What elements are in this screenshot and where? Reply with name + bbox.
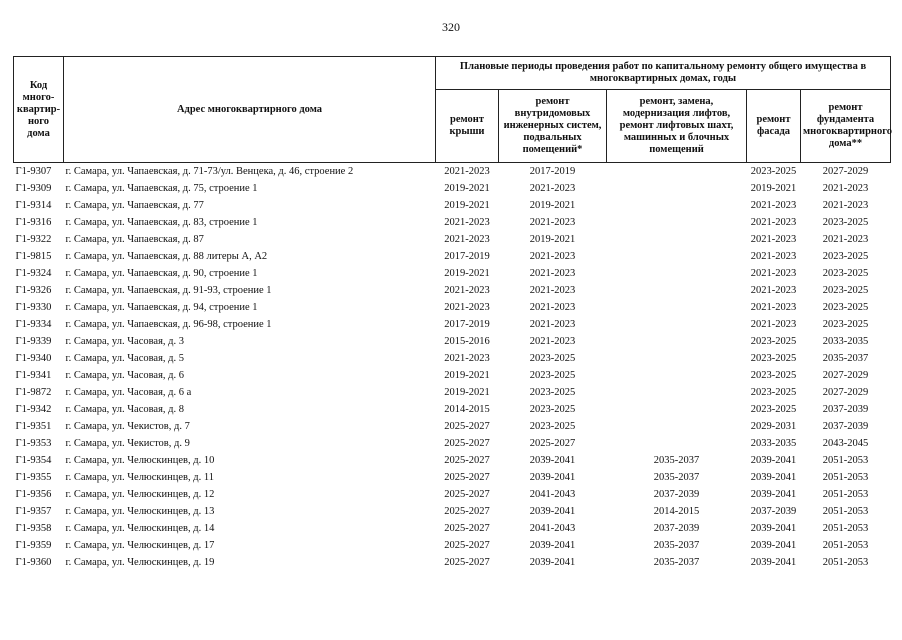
cell-address: г. Самара, ул. Челюскинцев, д. 19 <box>65 556 215 568</box>
table-row <box>14 214 891 231</box>
cell-address: г. Самара, ул. Чапаевская, д. 88 литеры А, А2 <box>65 250 268 262</box>
cell-systems: 2021-2023 <box>529 216 576 228</box>
cell-lifts <box>607 282 747 299</box>
table-row <box>14 469 891 486</box>
cell-address: г. Самара, ул. Чапаевская, д. 90, строение 1 <box>65 267 258 279</box>
cell-systems: 2039-2041 <box>529 539 576 551</box>
cell-systems: 2021-2023 <box>529 318 576 330</box>
cell-facade: 2021-2023 <box>750 199 797 211</box>
cell-address: г. Самара, ул. Чапаевская, д. 94, строение 1 <box>65 301 258 313</box>
cell-facade: 2023-2025 <box>750 165 797 177</box>
cell-foundation: 2035-2037 <box>822 352 869 364</box>
cell-foundation: 2027-2029 <box>822 165 869 177</box>
cell-lifts: 2037-2039 <box>653 488 700 500</box>
cell-address: г. Самара, ул. Челюскинцев, д. 12 <box>65 488 215 500</box>
cell-roof: 2025-2027 <box>444 505 490 517</box>
cell-code: Г1-9341 <box>15 369 52 381</box>
cell-lifts <box>607 180 747 197</box>
cell-facade: 2023-2025 <box>750 352 797 364</box>
cell-address: г. Самара, ул. Челюскинцев, д. 14 <box>65 522 215 534</box>
cell-address: г. Самара, ул. Часовая, д. 8 <box>65 403 185 415</box>
cell-roof: 2021-2023 <box>444 352 490 364</box>
table-row <box>14 401 891 418</box>
cell-code: Г1-9340 <box>15 352 52 364</box>
cell-lifts <box>607 248 747 265</box>
header-systems: ремонт внутридомовых инженерных систем, подвальных помещений* <box>499 90 607 163</box>
cell-roof: 2019-2021 <box>444 267 490 279</box>
cell-facade: 2021-2023 <box>750 233 797 245</box>
cell-code: Г1-9357 <box>15 505 52 517</box>
header-code: Код много-квартир-ного дома <box>14 57 64 163</box>
header-lifts: ремонт, замена, модернизация лифтов, ремонт лифтовых шахт, машинных и блочных помещений <box>607 90 747 163</box>
cell-roof: 2019-2021 <box>444 199 490 211</box>
cell-roof: 2025-2027 <box>444 437 490 449</box>
cell-address: г. Самара, ул. Часовая, д. 3 <box>65 335 185 347</box>
cell-address: г. Самара, ул. Челюскинцев, д. 13 <box>65 505 215 517</box>
cell-systems: 2039-2041 <box>529 471 576 483</box>
cell-address: г. Самара, ул. Челюскинцев, д. 11 <box>65 471 214 483</box>
cell-code: Г1-9326 <box>15 284 52 296</box>
cell-facade: 2023-2025 <box>750 386 797 398</box>
cell-roof: 2025-2027 <box>444 522 490 534</box>
cell-lifts: 2035-2037 <box>653 556 700 568</box>
cell-systems: 2023-2025 <box>529 369 576 381</box>
cell-facade: 2021-2023 <box>750 216 797 228</box>
cell-foundation: 2051-2053 <box>822 488 869 500</box>
cell-facade: 2021-2023 <box>750 284 797 296</box>
cell-roof: 2017-2019 <box>444 250 490 262</box>
cell-foundation: 2033-2035 <box>822 335 869 347</box>
table-row <box>14 520 891 537</box>
cell-roof: 2021-2023 <box>444 233 490 245</box>
table-row <box>14 418 891 435</box>
cell-lifts: 2035-2037 <box>653 454 700 466</box>
cell-address: г. Самара, ул. Часовая, д. 6 а <box>65 386 192 398</box>
cell-roof: 2025-2027 <box>444 556 490 568</box>
cell-roof: 2025-2027 <box>444 420 490 432</box>
cell-foundation: 2051-2053 <box>822 505 869 517</box>
table-row <box>14 367 891 384</box>
table-row <box>14 435 891 452</box>
cell-address: г. Самара, ул. Чапаевская, д. 91-93, строение 1 <box>65 284 272 296</box>
cell-systems: 2019-2021 <box>529 233 576 245</box>
cell-lifts <box>607 367 747 384</box>
table-row <box>14 299 891 316</box>
cell-lifts <box>607 231 747 248</box>
table-row <box>14 163 891 181</box>
cell-code: Г1-9355 <box>15 471 52 483</box>
table-row <box>14 333 891 350</box>
cell-address: г. Самара, ул. Чапаевская, д. 75, строение 1 <box>65 182 258 194</box>
cell-facade: 2021-2023 <box>750 318 797 330</box>
page-number: 320 <box>442 20 460 34</box>
cell-systems: 2017-2019 <box>529 165 576 177</box>
header-address: Адрес многоквартирного дома <box>64 57 436 163</box>
capital-repair-schedule-table <box>13 56 891 571</box>
cell-roof: 2019-2021 <box>444 386 490 398</box>
cell-lifts <box>607 350 747 367</box>
cell-foundation: 2021-2023 <box>822 182 869 194</box>
table-row <box>14 316 891 333</box>
cell-code: Г1-9354 <box>15 454 52 466</box>
table-row <box>14 503 891 520</box>
cell-facade: 2021-2023 <box>750 250 797 262</box>
cell-foundation: 2037-2039 <box>822 420 869 432</box>
cell-foundation: 2021-2023 <box>822 233 869 245</box>
cell-foundation: 2051-2053 <box>822 539 869 551</box>
cell-systems: 2023-2025 <box>529 386 576 398</box>
cell-systems: 2021-2023 <box>529 335 576 347</box>
cell-roof: 2015-2016 <box>444 335 490 347</box>
cell-foundation: 2051-2053 <box>822 454 869 466</box>
cell-facade: 2039-2041 <box>750 539 797 551</box>
table-row <box>14 554 891 571</box>
cell-lifts <box>607 333 747 350</box>
cell-address: г. Самара, ул. Часовая, д. 6 <box>65 369 185 381</box>
table-header <box>14 57 891 163</box>
cell-facade: 2039-2041 <box>750 556 797 568</box>
table-row <box>14 180 891 197</box>
cell-foundation: 2023-2025 <box>822 267 869 279</box>
cell-systems: 2023-2025 <box>529 420 576 432</box>
table-row <box>14 197 891 214</box>
header-roof: ремонт крыши <box>436 90 499 163</box>
cell-address: г. Самара, ул. Чапаевская, д. 96-98, строение 1 <box>65 318 272 330</box>
header-facade: ремонт фасада <box>747 90 801 163</box>
cell-systems: 2039-2041 <box>529 454 576 466</box>
cell-systems: 2025-2027 <box>529 437 576 449</box>
cell-systems: 2041-2043 <box>529 522 576 534</box>
cell-lifts <box>607 265 747 282</box>
cell-facade: 2019-2021 <box>750 182 797 194</box>
cell-code: Г1-9342 <box>15 403 52 415</box>
cell-code: Г1-9815 <box>15 250 52 262</box>
cell-roof: 2025-2027 <box>444 539 490 551</box>
cell-foundation: 2051-2053 <box>822 522 869 534</box>
cell-systems: 2021-2023 <box>529 284 576 296</box>
cell-foundation: 2023-2025 <box>822 301 869 313</box>
cell-code: Г1-9872 <box>15 386 52 398</box>
cell-address: г. Самара, ул. Чекистов, д. 9 <box>65 437 190 449</box>
cell-lifts: 2035-2037 <box>653 539 700 551</box>
cell-code: Г1-9324 <box>15 267 52 279</box>
cell-systems: 2023-2025 <box>529 403 576 415</box>
cell-systems: 2041-2043 <box>529 488 576 500</box>
cell-lifts: 2037-2039 <box>653 522 700 534</box>
cell-systems: 2021-2023 <box>529 301 576 313</box>
cell-code: Г1-9330 <box>15 301 52 313</box>
cell-foundation: 2027-2029 <box>822 386 869 398</box>
table-row <box>14 537 891 554</box>
cell-lifts: 2035-2037 <box>653 471 700 483</box>
cell-code: Г1-9359 <box>15 539 52 551</box>
cell-facade: 2021-2023 <box>750 301 797 313</box>
cell-code: Г1-9360 <box>15 556 52 568</box>
cell-code: Г1-9322 <box>15 233 52 245</box>
cell-code: Г1-9309 <box>15 182 52 194</box>
cell-code: Г1-9356 <box>15 488 52 500</box>
cell-systems: 2039-2041 <box>529 505 576 517</box>
cell-address: г. Самара, ул. Челюскинцев, д. 10 <box>65 454 215 466</box>
cell-code: Г1-9353 <box>15 437 52 449</box>
cell-lifts <box>607 316 747 333</box>
header-periods-group: Плановые периоды проведения работ по капитальному ремонту общего имущества в многоквартирных домах, годы <box>436 57 891 90</box>
cell-code: Г1-9334 <box>15 318 52 330</box>
cell-address: г. Самара, ул. Челюскинцев, д. 17 <box>65 539 215 551</box>
cell-address: г. Самара, ул. Чапаевская, д. 87 <box>65 233 204 245</box>
cell-roof: 2021-2023 <box>444 284 490 296</box>
cell-facade: 2029-2031 <box>750 420 797 432</box>
cell-roof: 2025-2027 <box>444 488 490 500</box>
cell-lifts <box>607 214 747 231</box>
cell-address: г. Самара, ул. Часовая, д. 5 <box>65 352 185 364</box>
cell-facade: 2039-2041 <box>750 522 797 534</box>
cell-facade: 2023-2025 <box>750 335 797 347</box>
cell-facade: 2023-2025 <box>750 369 797 381</box>
cell-code: Г1-9316 <box>15 216 52 228</box>
cell-lifts <box>607 299 747 316</box>
cell-lifts <box>607 163 747 181</box>
cell-systems: 2019-2021 <box>529 199 576 211</box>
cell-foundation: 2043-2045 <box>822 437 869 449</box>
cell-systems: 2021-2023 <box>529 182 576 194</box>
cell-address: г. Самара, ул. Чапаевская, д. 77 <box>65 199 204 211</box>
cell-facade: 2039-2041 <box>750 488 797 500</box>
cell-address: г. Самара, ул. Чекистов, д. 7 <box>65 420 190 432</box>
cell-foundation: 2051-2053 <box>822 556 869 568</box>
table-row <box>14 486 891 503</box>
table-body <box>14 163 891 572</box>
table-row <box>14 248 891 265</box>
table-row <box>14 452 891 469</box>
cell-code: Г1-9307 <box>15 165 52 177</box>
table-row <box>14 231 891 248</box>
cell-roof: 2025-2027 <box>444 454 490 466</box>
cell-lifts <box>607 435 747 452</box>
cell-systems: 2021-2023 <box>529 267 576 279</box>
cell-roof: 2021-2023 <box>444 301 490 313</box>
cell-address: г. Самара, ул. Чапаевская, д. 71-73/ул. Венцека, д. 46, строение 2 <box>65 165 354 177</box>
table-row <box>14 350 891 367</box>
cell-systems: 2021-2023 <box>529 250 576 262</box>
cell-lifts: 2014-2015 <box>653 505 700 517</box>
cell-foundation: 2027-2029 <box>822 369 869 381</box>
cell-facade: 2037-2039 <box>750 505 797 517</box>
cell-address: г. Самара, ул. Чапаевская, д. 83, строение 1 <box>65 216 258 228</box>
cell-foundation: 2023-2025 <box>822 284 869 296</box>
cell-foundation: 2051-2053 <box>822 471 869 483</box>
cell-facade: 2039-2041 <box>750 471 797 483</box>
table-row <box>14 265 891 282</box>
table-row <box>14 384 891 401</box>
cell-systems: 2039-2041 <box>529 556 576 568</box>
cell-facade: 2039-2041 <box>750 454 797 466</box>
cell-code: Г1-9351 <box>15 420 52 432</box>
cell-lifts <box>607 401 747 418</box>
cell-lifts <box>607 418 747 435</box>
cell-foundation: 2023-2025 <box>822 318 869 330</box>
table-row <box>14 282 891 299</box>
cell-facade: 2021-2023 <box>750 267 797 279</box>
cell-roof: 2025-2027 <box>444 471 490 483</box>
cell-foundation: 2021-2023 <box>822 199 869 211</box>
cell-roof: 2021-2023 <box>444 216 490 228</box>
cell-systems: 2023-2025 <box>529 352 576 364</box>
cell-lifts <box>607 197 747 214</box>
cell-code: Г1-9339 <box>15 335 52 347</box>
cell-code: Г1-9358 <box>15 522 52 534</box>
cell-facade: 2023-2025 <box>750 403 797 415</box>
cell-roof: 2014-2015 <box>444 403 490 415</box>
header-foundation: ремонт фундамента многоквартирного дома** <box>801 90 891 163</box>
cell-foundation: 2037-2039 <box>822 403 869 415</box>
cell-roof: 2021-2023 <box>444 165 490 177</box>
cell-lifts <box>607 384 747 401</box>
cell-roof: 2017-2019 <box>444 318 490 330</box>
cell-facade: 2033-2035 <box>750 437 797 449</box>
cell-roof: 2019-2021 <box>444 182 490 194</box>
cell-foundation: 2023-2025 <box>822 250 869 262</box>
cell-code: Г1-9314 <box>15 199 52 211</box>
cell-roof: 2019-2021 <box>444 369 490 381</box>
cell-foundation: 2023-2025 <box>822 216 869 228</box>
